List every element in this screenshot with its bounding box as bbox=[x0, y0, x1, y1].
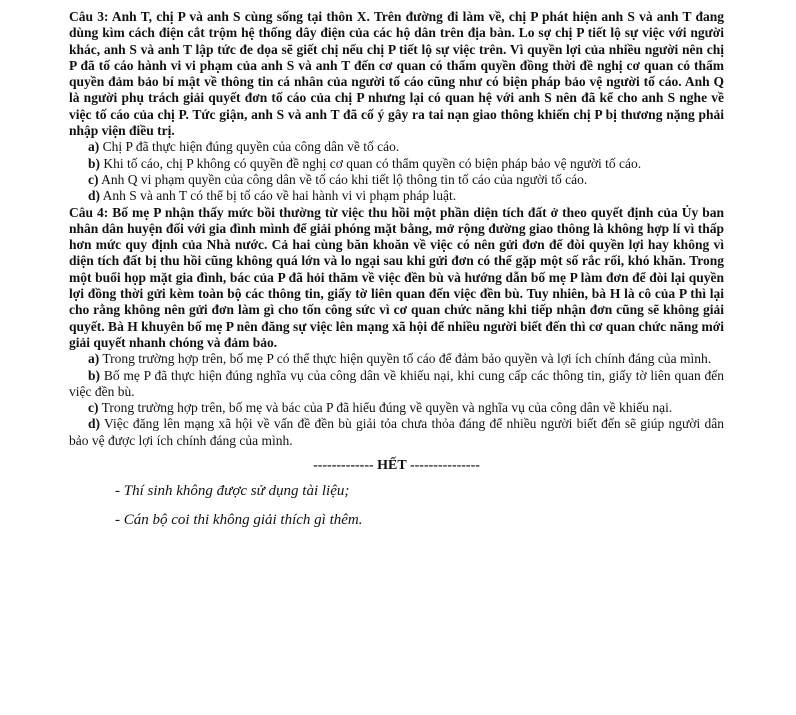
option-label: b) bbox=[88, 367, 101, 383]
option-label: a) bbox=[88, 351, 100, 367]
option-label: d) bbox=[88, 188, 101, 204]
question-4-stem: Câu 4: Bố mẹ P nhận thấy mức bồi thường từ việc thu hồi một phần diện tích đất ở theo quyết định của Ủy ban nhân dân huyện đối với gia đình mình để giải phóng mặt bằng, mở rộng đường giao thông là không hợp lí vì thấp hơn mức quy định của Nhà nước. Cả hai cùng băn khoăn về việc có nên gửi đơn để đòi quyền lợi hay không vì diện tích đất bị thu hồi cũng không quá lớn và lo ngại sau khi gửi đơn có thể gặp một số rắc rối, khó khăn. Trong một buổi họp mặt gia đình, bác của P đã hỏi thăm về việc đền bù và hướng dẫn bố mẹ P làm đơn để đòi lại quyền lợi đồng thời gửi kèm toàn bộ các thông tin, giấy tờ liên quan đến việc đền bù. Tuy nhiên, bà H là cô của P thì lại cho rằng không nên gửi đơn làm gì cho tốn công sức vì cơ quan chức năng khi tiếp nhận đơn cũng sẽ không giải quyết. Bà H khuyên bố mẹ P nên đăng sự việc lên mạng xã hội để nhiều người biết đến thì cơ quan chức năng mới giải quyết nhanh chóng và đảm bảo. bbox=[69, 204, 724, 350]
question-3-option-a bbox=[69, 139, 724, 155]
option-text: Chị P đã thực hiện đúng quyền của công dân về tố cáo. bbox=[102, 139, 400, 155]
option-label: c) bbox=[88, 171, 99, 187]
option-label: a) bbox=[88, 139, 100, 155]
option-text: Trong trường hợp trên, bố mẹ P có thể thực hiện quyền tố cáo để đảm bảo quyền và lợi ích chính đáng của mình. bbox=[102, 351, 712, 367]
note-no-explanation: - Cán bộ coi thi không giải thích gì thêm. bbox=[115, 512, 363, 529]
option-text: Việc đăng lên mạng xã hội về vấn đề đền bù giải tỏa chưa thỏa đáng để nhiều người biết đến sẽ giúp người dân bảo vệ được lợi ích chính đáng của mình. bbox=[69, 416, 724, 448]
option-label: c) bbox=[88, 400, 99, 416]
question-3-stem: Câu 3: Anh T, chị P và anh S cùng sống tại thôn X. Trên đường đi làm về, chị P phát hiện anh S và anh T đang dùng kìm cách điện cắt trộm hệ thống dây điện của các hộ dân trên địa bàn. Lo sợ chị P tiết lộ sự việc với người khác, anh S và anh T lập tức đe dọa sẽ giết chị nếu chị P tiết lộ sự việc trên. Vì quyền lợi của nhiều người nên chị P đã tố cáo hành vi vi phạm của anh S và anh T đến cơ quan có thẩm quyền đồng thời đề nghị cơ quan có thẩm quyền đảm bảo bí mật về thông tin cá nhân của người tố cáo cũng như có biện pháp bảo vệ người tố cáo. Anh Q là người phụ trách giải quyết đơn tố cáo của chị P nhưng lại có quan hệ với anh S nên đã kể cho anh S nghe về việc tố cáo của chị P. Tức giận, anh S và anh T đã cố ý gây ra tai nạn giao thông khiến chị P bị thương nặng phải nhập viện điều trị. bbox=[69, 9, 724, 139]
option-text: Bố mẹ P đã thực hiện đúng nghĩa vụ của công dân về khiếu nại, khi cung cấp các thông tin, giấy tờ liên quan đến việc đền bù. bbox=[69, 367, 724, 399]
end-marker: ------------- HẾT --------------- bbox=[313, 458, 480, 474]
question-4-option-a bbox=[69, 351, 724, 367]
option-text: Anh Q vi phạm quyền của công dân về tố cáo khi tiết lộ thông tin tố cáo của người tố cáo. bbox=[101, 171, 588, 187]
option-text: Anh S và anh T có thể bị tố cáo về hai hành vi vi phạm pháp luật. bbox=[102, 188, 457, 204]
option-text: Trong trường hợp trên, bố mẹ và bác của P đã hiểu đúng về quyền và nghĩa vụ của công dân về khiếu nại. bbox=[101, 400, 673, 416]
note-no-materials: - Thí sinh không được sử dụng tài liệu; bbox=[115, 483, 350, 500]
exam-notes bbox=[69, 482, 724, 529]
question-3-option-c bbox=[69, 172, 724, 188]
question-4-option-d bbox=[69, 416, 724, 449]
option-label: d) bbox=[88, 416, 101, 432]
question-3-option-b bbox=[69, 156, 724, 172]
option-text: Khi tố cáo, chị P không có quyền đề nghị cơ quan có thẩm quyền có biện pháp bảo vệ người tố cáo. bbox=[103, 155, 642, 171]
option-label: b) bbox=[88, 155, 101, 171]
question-4-option-c bbox=[69, 400, 724, 416]
question-3-option-d bbox=[69, 188, 724, 204]
question-4-option-b bbox=[69, 368, 724, 401]
